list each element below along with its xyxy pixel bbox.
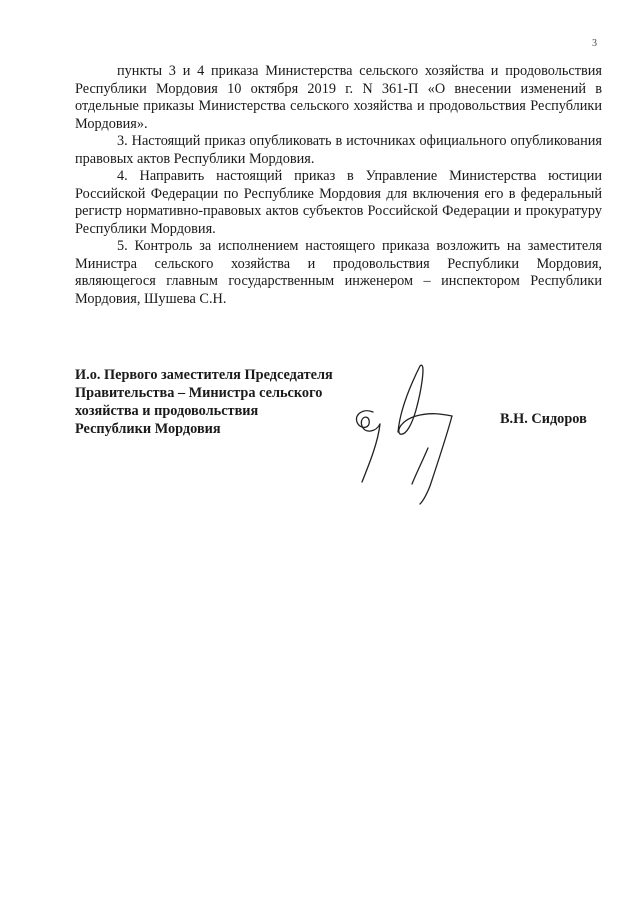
page-number: 3 bbox=[592, 38, 597, 49]
handwritten-signature bbox=[340, 350, 480, 510]
signatory-title-line: И.о. Первого заместителя Председателя bbox=[75, 367, 333, 383]
signatory-title-line: Правительства – Министра сельского bbox=[75, 385, 323, 401]
paragraph-continuation: пункты 3 и 4 приказа Министерства сельского хозяйства и продовольствия Республики Мордовия 10 октября 2019 г. N 361-П «О внесении изменений в отдельные приказы Министерства сельского хозяйства и продовольствия Республики Мордовия». bbox=[75, 63, 602, 132]
paragraph-item-3: 3. Настоящий приказ опубликовать в источниках официального опубликования правовых актов Республики Мордовия. bbox=[75, 133, 602, 167]
signer-name: В.Н. Сидоров bbox=[500, 411, 587, 427]
paragraph-item-5: 5. Контроль за исполнением настоящего приказа возложить на заместителя Министра сельского хозяйства и продовольствия Республики Мордовия, являющегося главным государственным инженером – инспектором Республики Мордовия, Шушева С.Н. bbox=[75, 238, 602, 307]
document-body bbox=[75, 63, 602, 308]
paragraph-item-4: 4. Направить настоящий приказ в Управление Министерства юстиции Российской Федерации по Республике Мордовия для включения его в федеральный регистр нормативно-правовых актов субъектов Российской Федерации и прокуратуру Республики Мордовия. bbox=[75, 168, 602, 237]
signatory-title-line: хозяйства и продовольствия bbox=[75, 403, 259, 419]
signatory-title bbox=[75, 366, 375, 438]
signatory-title-line: Республики Мордовия bbox=[75, 421, 221, 437]
